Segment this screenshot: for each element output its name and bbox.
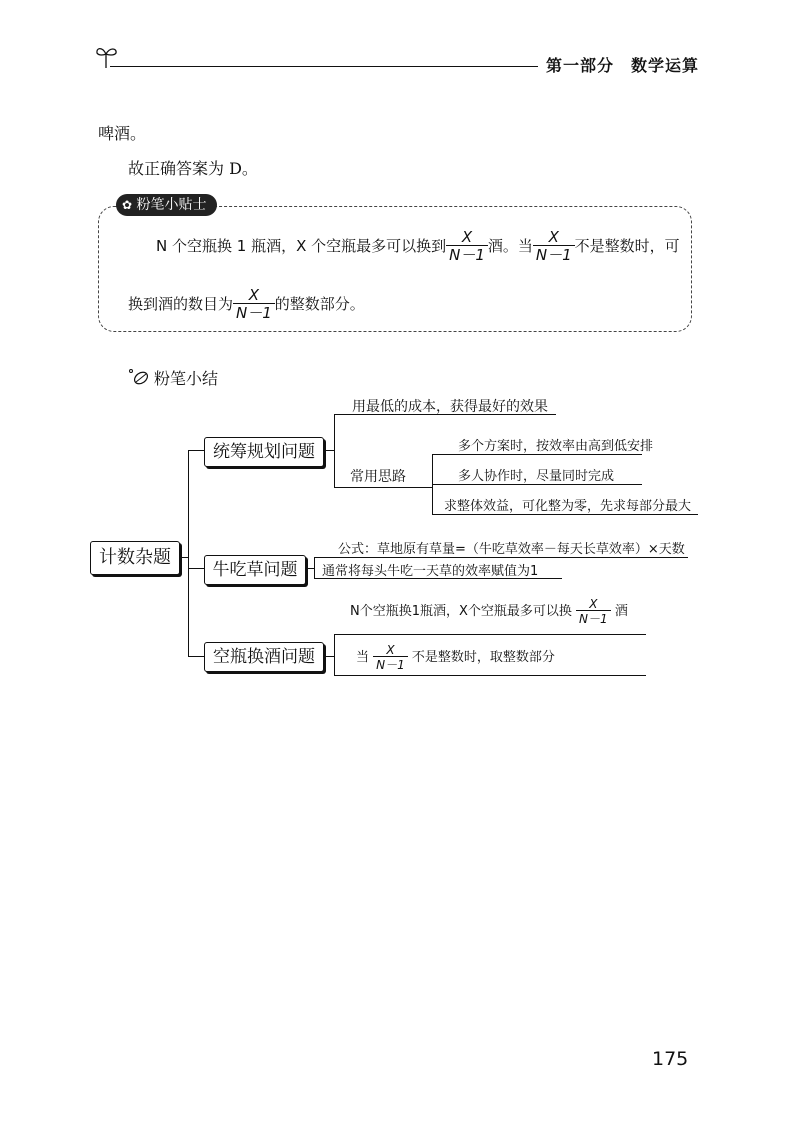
fraction-denominator: N－1 <box>576 610 611 625</box>
leaf-text: 当 <box>356 650 370 665</box>
sprout-icon <box>94 42 124 72</box>
leaf-text: 酒 <box>614 604 628 619</box>
connector <box>314 557 688 558</box>
tip-text: 不是整数时，可 <box>574 237 680 255</box>
fraction-denominator: N－1 <box>233 303 275 321</box>
tip-label <box>116 194 217 216</box>
tip-paragraph-1 <box>156 230 680 263</box>
connector <box>334 487 432 488</box>
leaf-text: N个空瓶换1瓶酒，X个空瓶最多可以换 <box>350 604 572 619</box>
fraction-numerator: X <box>589 597 598 611</box>
tip-text: 换到酒的数目为 <box>128 295 234 313</box>
tip-text: 酒。当 <box>487 237 533 255</box>
connector <box>324 450 334 451</box>
fraction-numerator: X <box>386 643 395 657</box>
fraction-numerator: X <box>248 286 260 304</box>
summary-title: 粉笔小结 <box>154 369 219 388</box>
connector <box>324 656 334 657</box>
tip-paragraph-2 <box>128 288 365 321</box>
fraction <box>233 288 275 321</box>
connector <box>188 450 204 451</box>
connector <box>188 656 204 657</box>
connector <box>432 454 642 455</box>
fraction-numerator: X <box>461 228 473 246</box>
leaf-icon <box>128 366 150 386</box>
tip-label-text: 粉笔小贴士 <box>136 197 207 213</box>
connector <box>314 557 315 579</box>
connector <box>334 634 335 676</box>
mindmap-leaf: 求整体效益，可化整为零，先求每部分最大 <box>444 499 692 514</box>
sprout-icon: ✿ <box>122 198 133 212</box>
mindmap-leaf: 用最低的成本，获得最好的效果 <box>352 399 548 415</box>
body-line-1: 啤酒。 <box>98 124 147 143</box>
mindmap-leaf: 公式：草地原有草量=（牛吃草效率－每天长草效率）×天数 <box>338 542 685 557</box>
connector <box>334 634 646 635</box>
fraction <box>373 644 408 671</box>
header-section-title: 第一部分 数学运算 <box>546 56 700 75</box>
mindmap-root: 计数杂题 <box>90 541 180 575</box>
mindmap-sub-node: 常用思路 <box>350 469 406 485</box>
fraction <box>576 598 611 625</box>
mindmap-leaf: 多个方案时，按效率由高到低安排 <box>458 439 654 454</box>
connector <box>306 568 314 569</box>
connector <box>334 675 646 676</box>
fraction <box>533 230 575 263</box>
leaf-text: 不是整数时，取整数部分 <box>411 650 555 665</box>
mindmap-leaf <box>356 644 555 671</box>
connector <box>180 557 188 558</box>
fraction <box>446 230 488 263</box>
mindmap-leaf <box>350 598 628 625</box>
mindmap-branch-planning: 统筹规划问题 <box>204 437 324 467</box>
connector <box>188 568 204 569</box>
connector <box>334 414 335 488</box>
connector <box>432 514 698 515</box>
fraction-numerator: X <box>548 228 559 246</box>
header-rule <box>110 66 538 67</box>
fraction-denominator: N－1 <box>373 656 408 671</box>
mindmap-leaf: 多人协作时，尽量同时完成 <box>458 469 615 484</box>
fraction-denominator: N－1 <box>533 245 575 263</box>
mindmap-leaf: 通常将每头牛吃一天草的效率赋值为1 <box>322 564 539 579</box>
mindmap-branch-empty-bottle: 空瓶换酒问题 <box>204 642 324 672</box>
connector <box>432 484 642 485</box>
connector <box>188 450 189 657</box>
fraction-denominator: N－1 <box>446 245 488 263</box>
tip-text: N 个空瓶换 1 瓶酒，X 个空瓶最多可以换到 <box>156 237 447 255</box>
page-number: 175 <box>652 1048 689 1070</box>
mindmap-branch-cow-grass: 牛吃草问题 <box>204 555 306 585</box>
body-line-2: 故正确答案为 D。 <box>128 159 258 178</box>
tip-text: 的整数部分。 <box>274 295 365 313</box>
